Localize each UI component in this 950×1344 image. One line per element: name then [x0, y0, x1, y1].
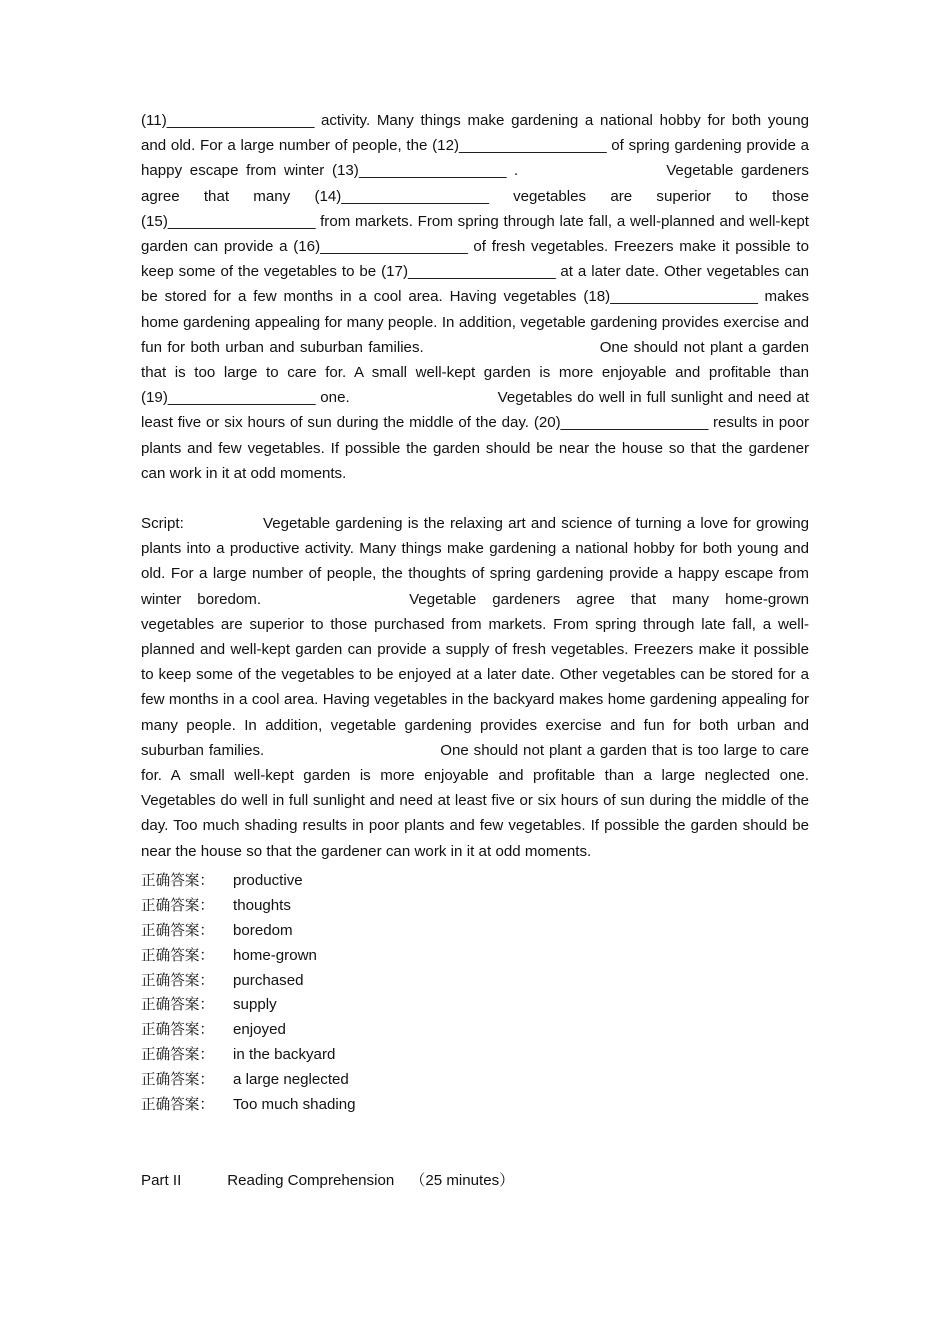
script-text-part-3: One should not plant a garden that is too large to care for. A small well-kept garden is more enjoyable and profitable than a large neglected one. Vegetables do well in full sunlight and need at least five or six hours of sun during the middle of the day. Too much shading results in poor plants and few vegetables. If possible the garden should be near the house so that the gardener can work in it at odd moments.: [141, 741, 809, 860]
blank-number-17: (17): [381, 263, 408, 281]
blank-number-19: (19): [141, 389, 168, 407]
script-text-part-2: Vegetable gardeners agree that many home-grown vegetables are superior to those purchased from markets. From spring through late fall, a well-planned and well-kept garden can provide a supply of fresh vegetables. Freezers make it possible to keep some of the vegetables to be enjoyed at a later date. Other vegetables can be stored for a few months in a cool area. Having vegetables in the backyard makes home gardening appealing for many people. In addition, vegetable gardening provides exercise and fun for both urban and suburban families.: [141, 590, 809, 759]
answer-row: [141, 944, 809, 969]
blank-number-15: (15): [141, 212, 168, 230]
cloze-passage-paragraph: [141, 108, 809, 486]
answer-row: [141, 894, 809, 919]
answer-value: in the backyard: [233, 1046, 336, 1064]
blank-number-20: (20): [533, 414, 561, 432]
blank-number-18: (18): [583, 288, 611, 306]
answer-key-list: [141, 869, 809, 1118]
blank-underline-12[interactable]: __________________: [459, 137, 607, 155]
answer-value: enjoyed: [233, 1021, 286, 1039]
blank-underline-14[interactable]: __________________: [341, 187, 489, 205]
answer-label: 正确答案：: [141, 871, 214, 889]
answer-label: 正确答案：: [141, 896, 214, 914]
answer-value: thoughts: [233, 896, 291, 914]
answer-row: [141, 869, 809, 894]
cloze-text-after-19: one.: [315, 389, 350, 407]
answer-row: [141, 919, 809, 944]
answer-label: 正确答案：: [141, 996, 214, 1014]
answer-value: a large neglected: [233, 1071, 349, 1089]
answer-value: productive: [233, 871, 303, 889]
answer-row: [141, 993, 809, 1018]
document-content: [141, 108, 809, 1193]
blank-underline-18[interactable]: __________________: [610, 288, 758, 306]
cloze-text-after-13: .: [506, 162, 519, 180]
answer-row: [141, 1043, 809, 1068]
answer-value: Too much shading: [233, 1096, 356, 1114]
answer-value: boredom: [233, 921, 293, 939]
blank-number-12: (12): [432, 137, 459, 155]
part-title: Reading Comprehension: [227, 1171, 395, 1189]
cloze-text-segment-4: Vegetables do well in full sunlight and need at least five or six hours of sun during the middle of the day.: [141, 389, 810, 432]
blank-underline-13[interactable]: __________________: [358, 162, 507, 180]
script-label: Script:: [141, 515, 184, 533]
answer-label: 正确答案：: [141, 1046, 214, 1064]
answer-value: home-grown: [233, 946, 317, 964]
part-heading: [141, 1168, 809, 1193]
cloze-text-after-17: at a later date. Other vegetables can be stored for a few months in a cool area. Having vegetables: [141, 263, 809, 306]
answer-row: [141, 1018, 809, 1043]
script-paragraph: [141, 511, 809, 864]
answer-row: [141, 969, 809, 994]
answer-label: 正确答案：: [141, 971, 214, 989]
answer-label: 正确答案：: [141, 921, 214, 939]
part-number: Part II: [141, 1171, 182, 1189]
blank-underline-17[interactable]: __________________: [407, 263, 556, 281]
blank-number-16: (16): [293, 238, 321, 256]
cloze-text-after-14: vegetables are superior to those: [488, 187, 809, 205]
cloze-text-segment-3: One should not plant a garden that is too large to care for. A small well-kept garden is more enjoyable and profitable than: [141, 338, 809, 382]
blank-number-11: (11): [141, 112, 167, 129]
answer-label: 正确答案：: [141, 1071, 214, 1089]
answer-value: supply: [233, 996, 277, 1014]
cloze-text-segment-2: Vegetable gardeners agree that many: [141, 162, 809, 205]
answer-row: [141, 1093, 809, 1118]
blank-number-14: (14): [314, 187, 342, 205]
blank-underline-16[interactable]: __________________: [320, 238, 468, 256]
cloze-text-after-11: activity. Many things make gardening a national hobby for both young and old. For a large number of people, the: [141, 112, 809, 155]
answer-label: 正确答案：: [141, 1021, 214, 1039]
cloze-text-after-16: of fresh vegetables. Freezers make it possible to keep some of the vegetables to be: [141, 238, 809, 281]
paragraph-spacer: [141, 486, 809, 511]
cloze-text-after-20: results in poor plants and few vegetables. If possible the garden should be near the house so that the gardener can work in it at odd moments.: [141, 414, 809, 482]
script-text-part-1: Vegetable gardening is the relaxing art and science of turning a love for growing plants into a productive activity. Many things make gardening a national hobby for both young and old. For a large number of people, the thoughts of spring gardening provide a happy escape from winter boredom.: [141, 515, 809, 608]
blank-underline-11[interactable]: __________________: [166, 112, 315, 129]
answer-row: [141, 1068, 809, 1093]
answer-label: 正确答案：: [141, 946, 214, 964]
cloze-text-after-18: makes home gardening appealing for many people. In addition, vegetable gardening provides exercise and fun for both urban and suburban families.: [141, 288, 810, 356]
cloze-text-after-12: of spring gardening provide a happy escape from winter: [141, 137, 809, 180]
answer-label: 正确答案：: [141, 1096, 214, 1114]
cloze-text-after-15: from markets. From spring through late fall, a well-planned and well-kept garden can provide a: [141, 212, 809, 256]
blank-underline-19[interactable]: __________________: [167, 389, 316, 407]
part-duration: （25 minutes）: [410, 1171, 515, 1189]
blank-underline-20[interactable]: __________________: [560, 414, 709, 432]
answer-value: purchased: [233, 971, 304, 989]
blank-underline-15[interactable]: __________________: [167, 212, 316, 230]
blank-number-13: (13): [331, 162, 359, 180]
